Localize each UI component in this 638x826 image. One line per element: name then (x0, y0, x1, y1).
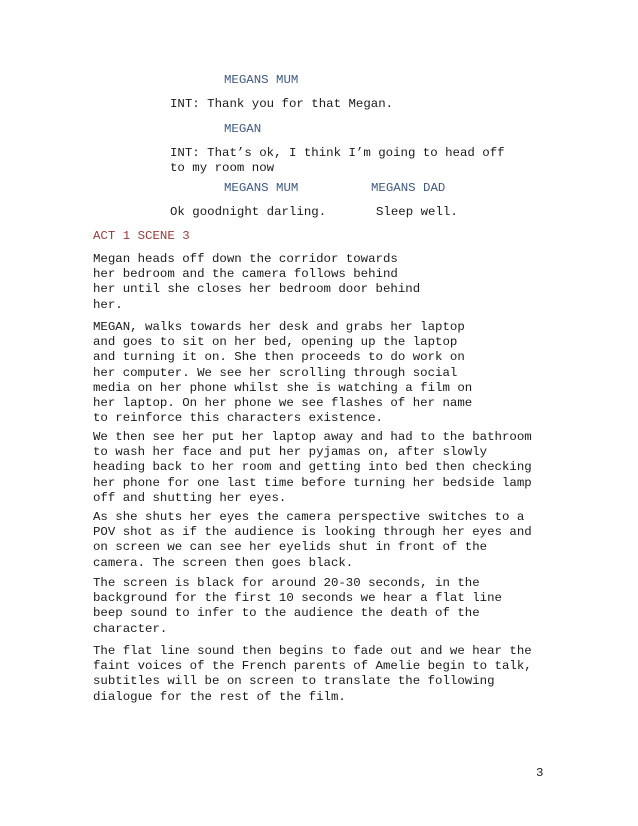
character-cue-megans-mum-dual: MEGANS MUM (224, 181, 299, 195)
dialogue-line: INT: That’s ok, I think I’m going to head off (170, 146, 505, 160)
action-line: Megan heads off down the corridor towards (93, 252, 398, 266)
action-line: off and shutting her eyes. (93, 490, 287, 505)
scene-heading: ACT 1 SCENE 3 (93, 229, 190, 243)
action-line: camera. The screen then goes black. (93, 555, 354, 570)
action-line: We then see her put her laptop away and had to the bathroom (93, 430, 532, 444)
action-paragraph-6 (93, 644, 563, 705)
action-paragraph-2 (93, 320, 563, 426)
action-line: subtitles will be on screen to translate the following (93, 674, 495, 689)
action-line: to reinforce this characters existence. (93, 411, 383, 426)
character-cue-megans-mum: MEGANS MUM (224, 73, 299, 87)
action-line: and turning it on. She then proceeds to do work on (93, 350, 465, 365)
action-line: dialogue for the rest of the film. (93, 689, 346, 704)
action-line: media on her phone whilst she is watching a film on (93, 380, 473, 395)
dialogue-line-left: Ok goodnight darling. (170, 205, 327, 219)
action-line: on screen we can see her eyelids shut in front of the (93, 540, 488, 555)
action-line: to wash her face and put her pyjamas on, after slowly (93, 445, 488, 460)
action-line: her computer. We see her scrolling through social (93, 365, 458, 380)
action-line: faint voices of the French parents of Amelie begin to talk, (93, 659, 532, 674)
action-line: background for the first 10 seconds we hear a flat line (93, 591, 502, 606)
action-line: her laptop. On her phone we see flashes of her name (93, 395, 473, 410)
page-number: 3 (536, 766, 544, 780)
action-line: her until she closes her bedroom door behind (93, 282, 421, 297)
action-line: her bedroom and the camera follows behind (93, 267, 398, 282)
character-cue-megan: MEGAN (224, 122, 262, 136)
action-line: beep sound to infer to the audience the death of the (93, 606, 480, 621)
action-line: her. (93, 297, 123, 312)
action-line: POV shot as if the audience is looking through her eyes and (93, 525, 532, 540)
action-line: heading back to her room and getting into bed then checking (93, 460, 532, 475)
dialogue-line: INT: Thank you for that Megan. (170, 97, 394, 111)
action-line: character. (93, 621, 168, 636)
dialogue-line-right: Sleep well. (376, 205, 458, 219)
action-paragraph-4 (93, 510, 563, 571)
action-line: The flat line sound then begins to fade out and we hear the (93, 644, 532, 658)
action-line: MEGAN, walks towards her desk and grabs her laptop (93, 320, 465, 334)
action-line: As she shuts her eyes the camera perspective switches to a (93, 510, 525, 524)
action-line: her phone for one last time before turning her bedside lamp (93, 475, 532, 490)
action-line: The screen is black for around 20-30 seconds, in the (93, 576, 480, 590)
action-paragraph-5 (93, 576, 563, 637)
dialogue-line: to my room now (170, 161, 275, 175)
character-cue-megans-dad: MEGANS DAD (371, 181, 446, 195)
action-paragraph-1 (93, 252, 563, 313)
action-line: and goes to sit on her bed, opening up the laptop (93, 335, 458, 350)
action-paragraph-3 (93, 430, 563, 506)
